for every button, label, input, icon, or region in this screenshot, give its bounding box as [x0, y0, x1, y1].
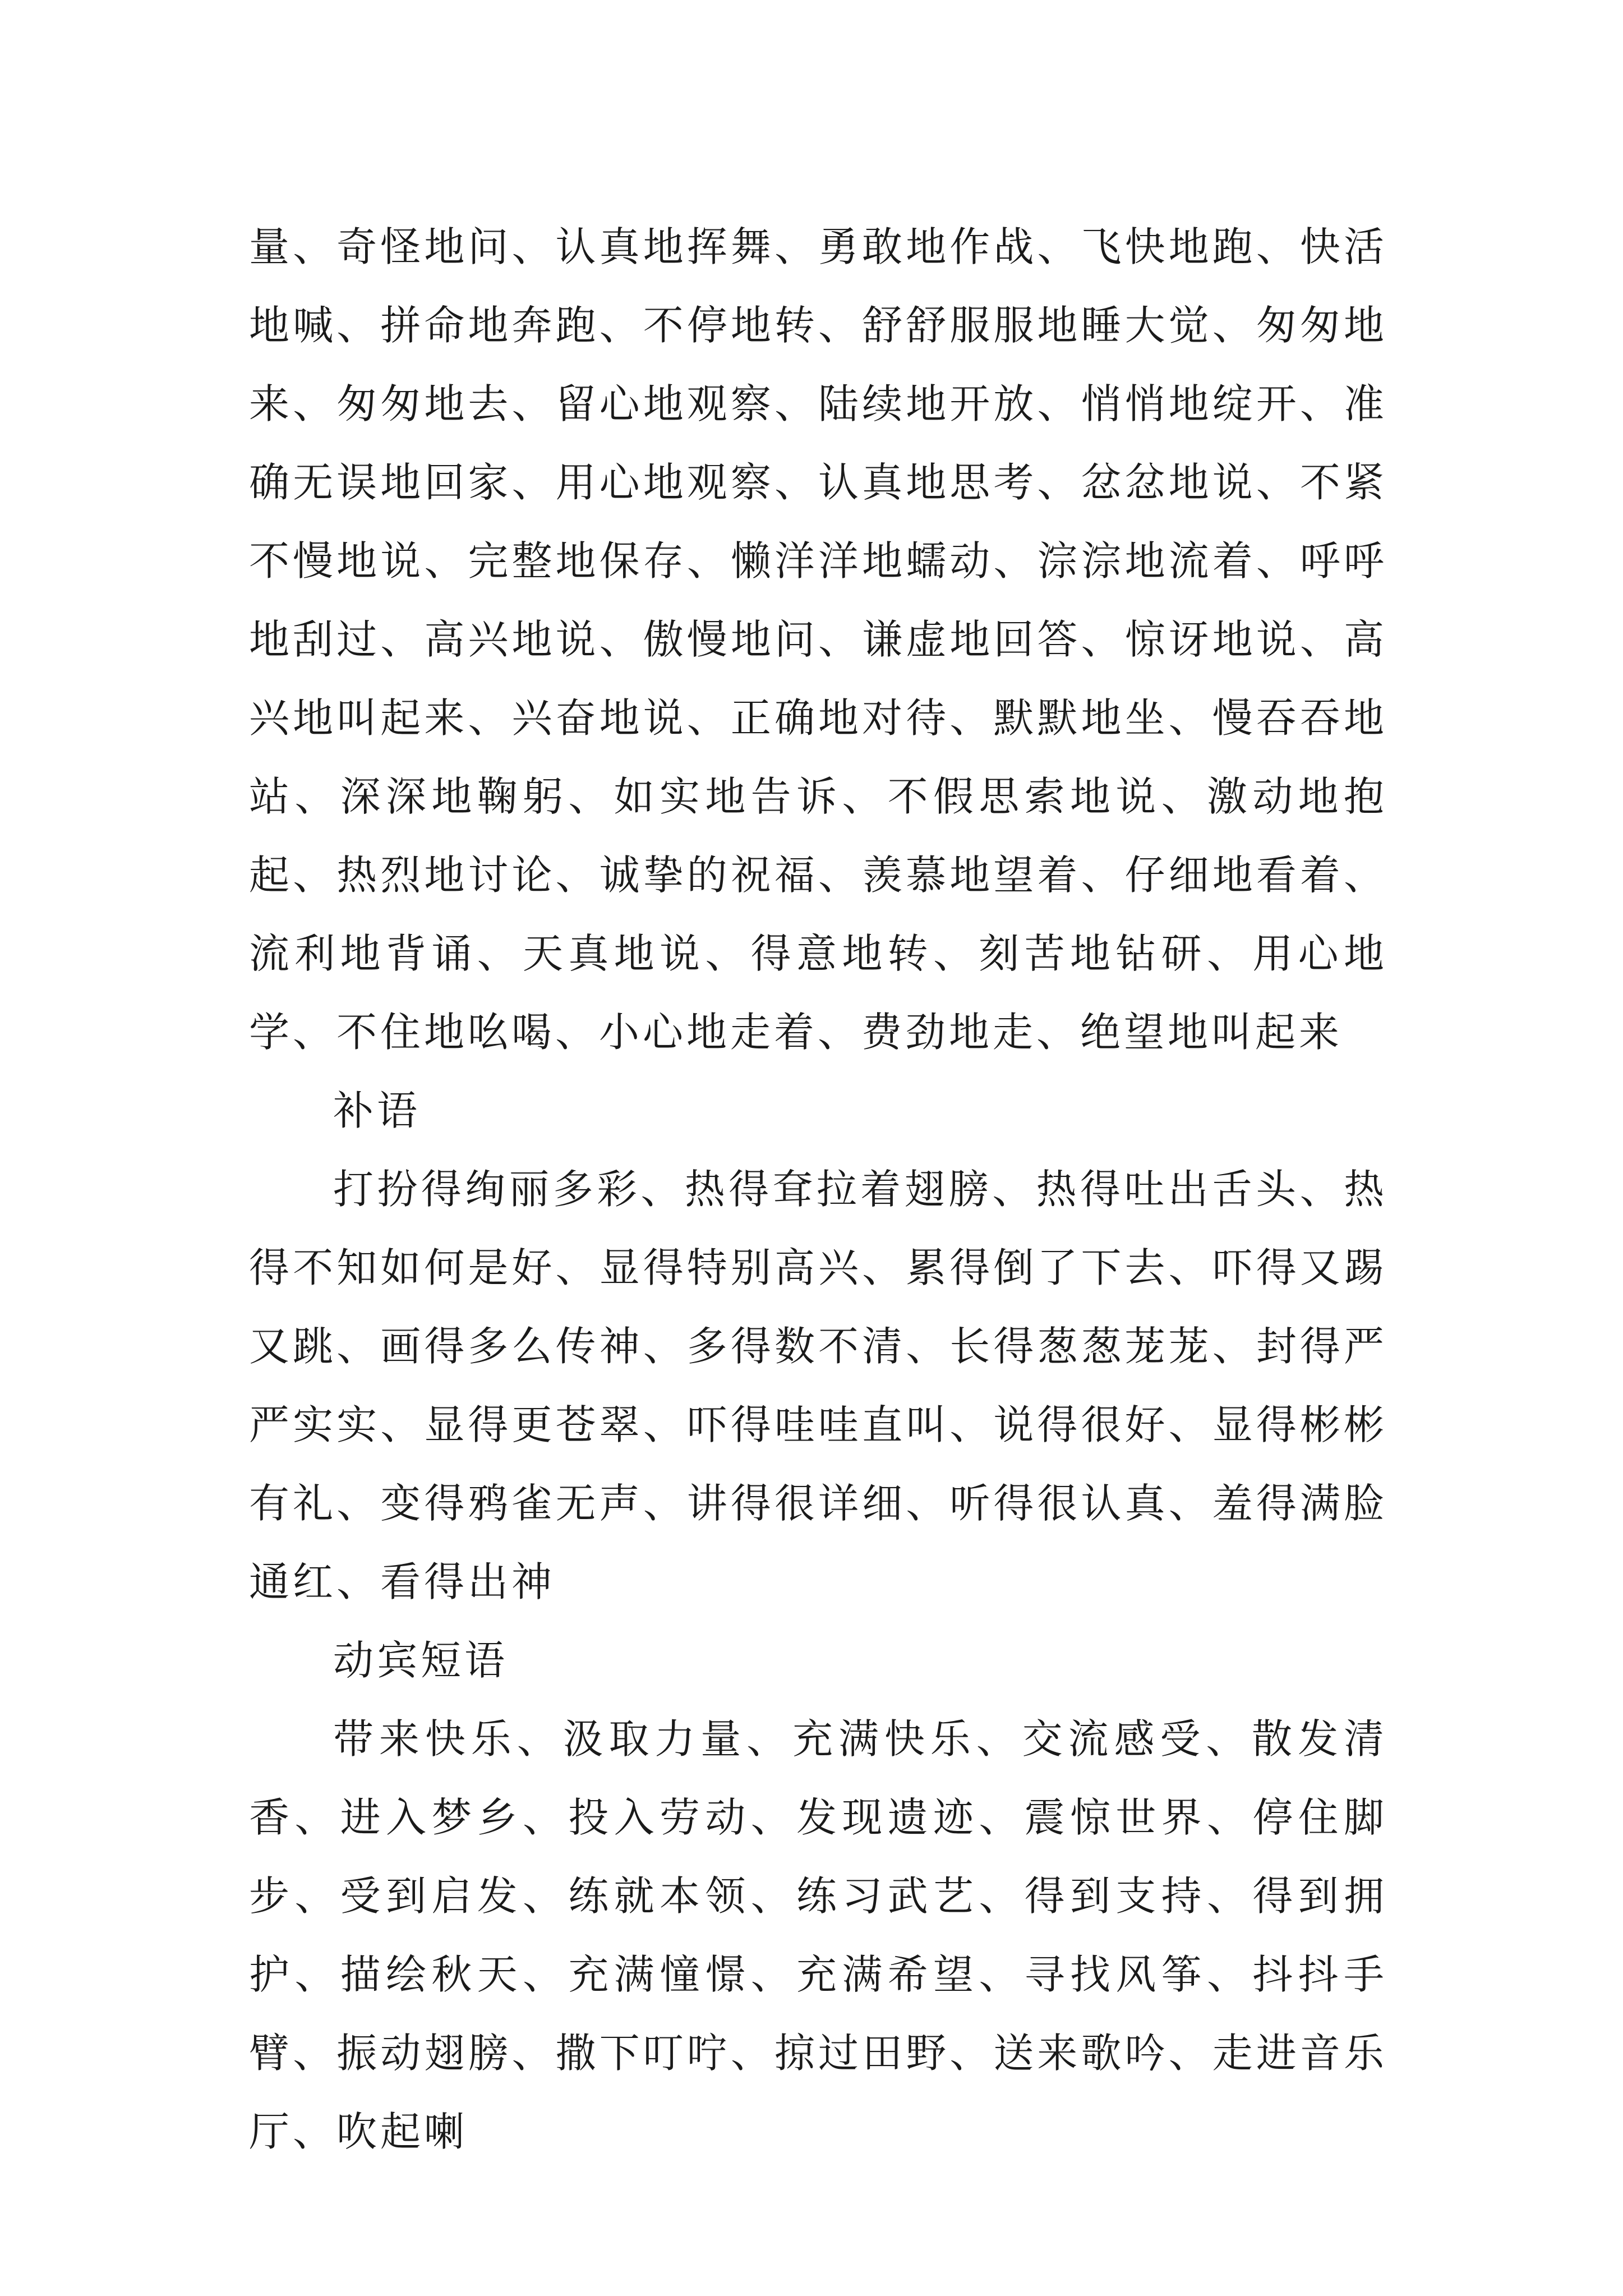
paragraph-verb-object-list: 带来快乐、汲取力量、充满快乐、交流感受、散发清香、进入梦乡、投入劳动、发现遗迹、震惊世界、停住脚步、受到启发、练就本领、练习武艺、得到支持、得到拥护、描绘秋天、充满憧憬、充满希望、寻找风筝、抖抖手臂、振动翅膀、撒下叮咛、掠过田野、送来歌吟、走进音乐厅、吹起喇 — [249, 1715, 1387, 2155]
paragraph-adverbial-list: 量、奇怪地问、认真地挥舞、勇敢地作战、飞快地跑、快活地喊、拼命地奔跑、不停地转、舒舒服服地睡大觉、匆匆地来、匆匆地去、留心地观察、陆续地开放、悄悄地绽开、准确无误地回家、用心地观察、认真地思考、忿忿地说、不紧不慢地说、完整地保存、懒洋洋地蠕动、淙淙地流着、呼呼地刮过、高兴地说、傲慢地问、谦虚地回答、惊讶地说、高兴地叫起来、兴奋地说、正确地对待、默默地坐、慢吞吞地站、深深地鞠躬、如实地告诉、不假思索地说、激动地抱起、热烈地讨论、诚挚的祝福、羡慕地望着、仔细地看着、流利地背诵、天真地说、得意地转、刻苦地钻研、用心地学、不住地吆喝、小心地走着、费劲地走、绝望地叫起来 — [249, 223, 1387, 1056]
document-body — [249, 208, 1387, 2171]
paragraph-complement-list: 打扮得绚丽多彩、热得耷拉着翅膀、热得吐出舌头、热得不知如何是好、显得特别高兴、累得倒了下去、吓得又踢又跳、画得多么传神、多得数不清、长得葱葱茏茏、封得严严实实、显得更苍翠、吓得哇哇直叫、说得很好、显得彬彬有礼、变得鸦雀无声、讲得很详细、听得很认真、羞得满脸通红、看得出神 — [249, 1166, 1387, 1605]
section-heading-verb-object: 动宾短语 — [333, 1637, 509, 1684]
section-heading-complement: 补语 — [333, 1087, 421, 1134]
